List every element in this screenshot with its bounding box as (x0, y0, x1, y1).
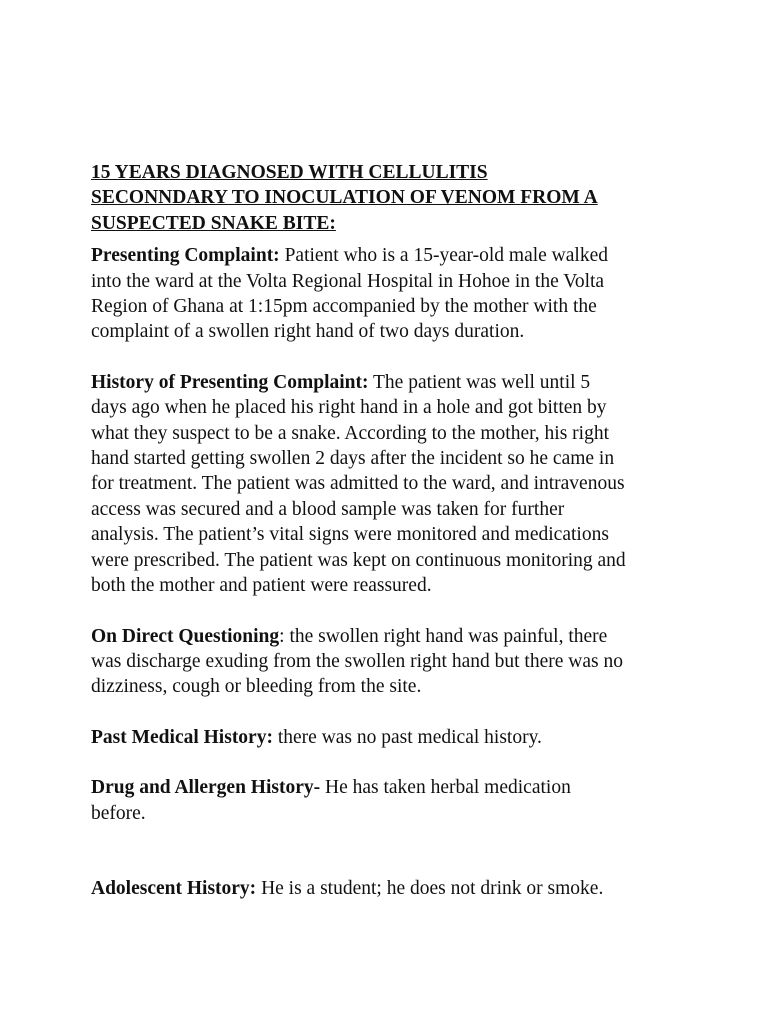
presenting-complaint-label: Presenting Complaint: (91, 245, 280, 267)
paragraph-line: days ago when he placed his right hand in a hole and got bitten by (91, 397, 607, 419)
title-line: SUSPECTED SNAKE BITE: (91, 212, 336, 234)
adolescent-history-label: Adolescent History: (91, 877, 257, 899)
paragraph-line: what they suspect to be a snake. According to the mother, his right (91, 422, 610, 444)
past-medical-history-section (91, 725, 691, 750)
paragraph-text: The patient was well until 5 (368, 371, 591, 393)
title-line: SECONNDARY TO INOCULATION OF VENOM FROM A (91, 187, 598, 209)
paragraph-line: were prescribed. The patient was kept on continuous monitoring and (91, 549, 626, 571)
paragraph-line: dizziness, cough or bleeding from the site. (91, 676, 422, 698)
paragraph-line: before. (91, 802, 146, 824)
paragraph-line (91, 243, 691, 268)
document-title (91, 160, 691, 236)
paragraph-text: He has taken herbal medication (320, 777, 571, 799)
paragraph-line (91, 624, 691, 649)
paragraph-line (91, 876, 691, 901)
paragraph-line: access was secured and a blood sample was taken for further (91, 498, 565, 520)
paragraph-line: Region of Ghana at 1:15pm accompanied by the mother with the (91, 296, 597, 318)
history-label: History of Presenting Complaint: (91, 371, 369, 393)
title-line: 15 YEARS DIAGNOSED WITH CELLULITIS (91, 162, 488, 183)
drug-allergen-history-label: Drug and Allergen History- (91, 777, 321, 799)
paragraph-line: analysis. The patient’s vital signs were monitored and medications (91, 524, 609, 546)
history-of-presenting-complaint-section (91, 370, 691, 599)
paragraph-text: : the swollen right hand was painful, there (279, 625, 608, 647)
past-medical-history-label: Past Medical History: (91, 726, 273, 748)
document-page (91, 160, 691, 901)
paragraph-line: was discharge exuding from the swollen right hand but there was no (91, 650, 623, 672)
presenting-complaint-section (91, 243, 691, 345)
direct-questioning-label: On Direct Questioning (91, 625, 280, 647)
drug-allergen-history-section (91, 775, 691, 826)
paragraph-text: there was no past medical history. (272, 726, 542, 748)
adolescent-history-section (91, 876, 691, 901)
paragraph-line (91, 775, 691, 800)
paragraph-line: for treatment. The patient was admitted to the ward, and intravenous (91, 473, 625, 495)
paragraph-text: He is a student; he does not drink or smoke. (256, 877, 604, 899)
paragraph-line (91, 370, 691, 395)
paragraph-text: Patient who is a 15-year-old male walked (279, 245, 608, 267)
paragraph-line: into the ward at the Volta Regional Hospital in Hohoe in the Volta (91, 270, 605, 292)
paragraph-line: complaint of a swollen right hand of two days duration. (91, 321, 525, 343)
paragraph-line: hand started getting swollen 2 days after the incident so he came in (91, 448, 615, 470)
paragraph-line: both the mother and patient were reassured. (91, 575, 432, 597)
paragraph-line (91, 725, 691, 750)
direct-questioning-section (91, 624, 691, 700)
